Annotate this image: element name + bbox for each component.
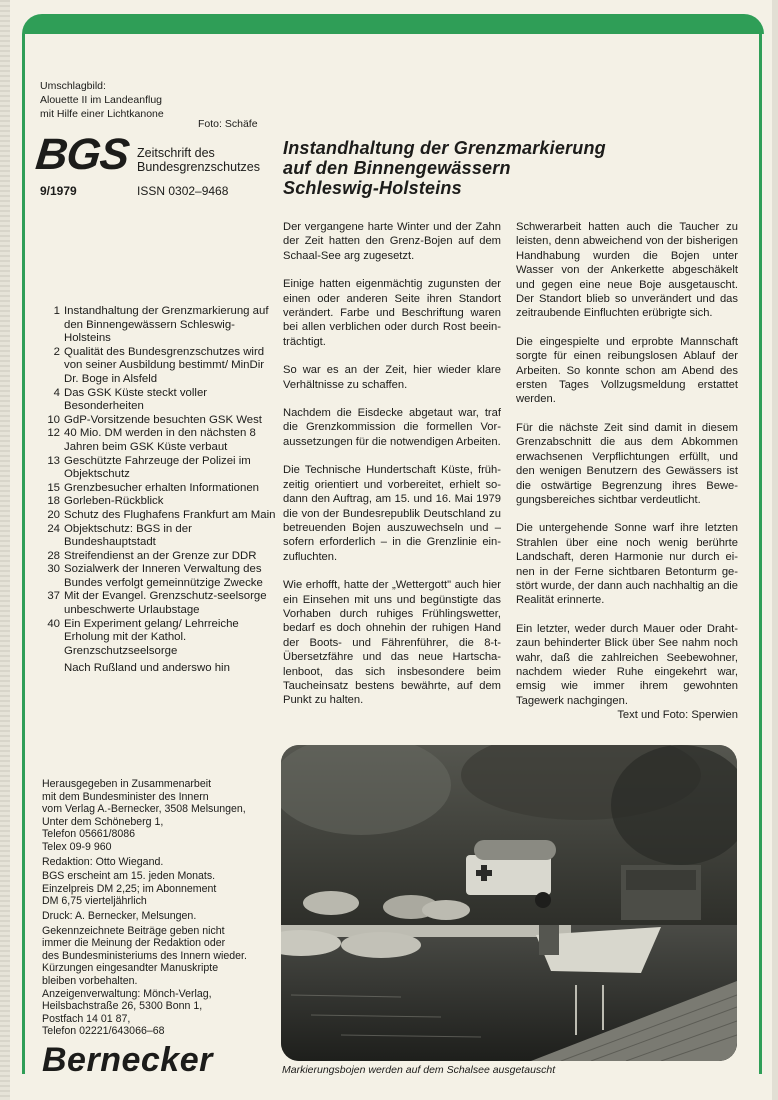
toc-item: [40, 305, 280, 346]
toc-title: Schutz des Flughafens Frankfurt am Main: [64, 508, 276, 521]
toc-page: 28: [47, 549, 60, 562]
toc-page: 40: [47, 617, 60, 630]
toc-page: 37: [47, 590, 60, 603]
imprint-line: Telefon 05661/8086: [42, 828, 136, 841]
green-frame-left: [22, 34, 25, 1074]
toc-item: [40, 495, 280, 509]
paragraph: Einige hatten eigenmächtig zugunsten der einen oder anderen Seite ihren Standort verändert. Farbe und Beschriftung waren bei allen verblichen oder durch Rost beeinträchtigt.: [283, 278, 501, 348]
toc-title: Streifendienst an der Grenze zur DDR: [64, 549, 257, 562]
toc-page: 2: [53, 345, 60, 358]
imprint-line: Postfach 14 01 87,: [42, 1012, 131, 1025]
toc-item: [40, 427, 280, 454]
imprint-line: Herausgegeben in Zusammenarbeit: [42, 778, 212, 790]
toc-page: 24: [47, 522, 60, 535]
imprint-line: immer die Meinung der Redaktion oder: [42, 937, 226, 950]
toc-page: 4: [53, 386, 60, 399]
toc-page: 18: [47, 495, 60, 508]
cover-line: Alouette II im Landeanflug: [40, 94, 163, 106]
toc-page: 13: [47, 454, 60, 467]
article-column-2: [516, 220, 738, 723]
toc-title: Das GSK Küste steckt voller Besonderheiten: [64, 386, 208, 413]
subtitle-line: Zeitschrift des: [137, 146, 215, 160]
toc-title: Qualität des Bundesgrenzschutzes wird von seiner Ausbildung bestimmt/ MinDir Dr. Boge in Alsfeld: [64, 345, 265, 385]
imprint-line: Telex 09-9 960: [42, 840, 112, 853]
page-edge: [772, 0, 778, 1100]
imprint-line: Druck: A. Bernecker, Melsungen.: [42, 909, 197, 922]
toc-page: 15: [47, 481, 60, 494]
toc-title: Ein Experiment gelang/ Lehrreiche Erholung mit der Kathol. Grenzschutzseelsorge: [64, 617, 239, 657]
cover-credit: Foto: Schäfe: [198, 118, 258, 130]
imprint-line: bleiben vorbehalten.: [42, 974, 138, 987]
paragraph: Wie erhofft, hatte der „Wettergott" auch hier ein Einsehen mit uns und begünstigte das Vorhaben durch ruhiges Frühlingswetter, bedarf es doch ohnehin der ruhigen Hand der Boots- und Fährenführer, die 8-t-Übersetzfähre und das neue Hartschalenboot, das sich insbesondere beim Taucheinsatz bestens bewährte, auf dem Punkt zu halten.: [283, 579, 501, 707]
paragraph: Die eingespielte und erprobte Mannschaft sorgte für einen reibungslosen Ablauf der Arbeiten. So konnte schon am Abend des ersten Tages Vollzugsmeldung erstattet werden.: [516, 335, 738, 406]
toc-item: [40, 590, 280, 617]
toc-item: [40, 563, 280, 590]
green-frame-right: [759, 34, 762, 1074]
toc-item: [40, 618, 280, 659]
toc-page: 30: [47, 563, 60, 576]
paragraph: Nachdem die Eisdecke abgetaut war, traf die Grenzkommission die formellen Voraussetzungen für die notwendigen Arbeiten.: [283, 407, 501, 448]
toc-item: [40, 455, 280, 482]
toc-item: [40, 414, 280, 428]
imprint-line: Einzelpreis DM 2,25; im Abonnement: [42, 882, 217, 895]
article-headline: [283, 138, 683, 198]
green-frame-top: [22, 14, 764, 34]
toc-title: Geschützte Fahrzeuge der Polizei im Objektschutz: [64, 454, 251, 481]
paragraph: Der vergangene harte Winter und der Zahn der Zeit hatten den Grenz-Bojen auf dem Schaal-See arg zugesetzt.: [283, 221, 501, 262]
toc-title: Objektschutz: BGS in der Bundeshauptstadt: [64, 522, 192, 549]
imprint-line: Unter dem Schöneberg 1,: [42, 815, 164, 828]
toc-title: Grenzbesucher erhalten Informationen: [64, 481, 260, 494]
article-credit: Text und Foto: Sperwien: [617, 709, 738, 722]
toc-page: 12: [47, 427, 60, 440]
imprint-line: Redaktion: Otto Wiegand.: [42, 855, 164, 868]
cover-note: [40, 79, 164, 121]
toc-title: 40 Mio. DM werden in den nächsten 8 Jahren beim GSK Küste verbaut: [64, 427, 256, 453]
toc-title: Instandhaltung der Grenzmarkierung auf den Binnengewässern Schleswig-Holsteins: [64, 305, 269, 345]
toc-extra: Nach Rußland und anderswo hin: [64, 662, 230, 675]
headline-line: Schleswig-Holsteins: [283, 178, 462, 198]
issue-number: 9/1979: [40, 184, 77, 198]
toc-item: [40, 523, 280, 550]
toc-title: Sozialwerk der Inneren Verwaltung des Bundes verfolgt gemeinnützige Zwecke: [64, 563, 263, 589]
imprint-line: Anzeigenverwaltung: Mönch-Verlag,: [42, 987, 212, 1000]
imprint-line: BGS erscheint am 15. jeden Monats.: [42, 870, 216, 883]
publisher-logo: Bernecker: [42, 1041, 213, 1079]
bgs-logo: BGS: [33, 130, 131, 179]
toc-page: 1: [53, 305, 60, 317]
imprint-line: Gekennzeichnete Beiträge geben nicht: [42, 924, 225, 937]
paragraph: Ein letzter, weder durch Mauer oder Drahtzaun behinderter Blick über See nahm noch wahr, daß die zahlreichen Seebewohner, nachdem wieder Ruhe eingekehrt war, emsig wie immer ihrem gewohnten Tagewerk nachgingen.: [516, 622, 738, 707]
headline-line: auf den Binnengewässern: [283, 158, 511, 178]
toc-item: [40, 346, 280, 387]
frame-inner: [25, 34, 762, 48]
imprint: [42, 778, 277, 1038]
imprint-line: Heilsbachstraße 26, 5300 Bonn 1,: [42, 1000, 203, 1013]
imprint-line: mit dem Bundesminister des Innern: [42, 790, 209, 803]
paragraph: Für die nächste Zeit sind damit in diesem Grenzabschnitt die aus dem Abkommen erwachsenen Verpflichtungen erfüllt, und den wenigen Benutzern des Gewässers ist die ostwärtige Begrenzung ihres Bewegungsbereiches sichtbar verdeutlicht.: [516, 421, 738, 506]
toc-item: [40, 550, 280, 564]
issn: ISSN 0302–9468: [137, 184, 229, 198]
toc-title: GdP-Vorsitzende besuchten GSK West: [64, 413, 262, 426]
imprint-line: DM 6,75 vierteljährlich: [42, 895, 147, 908]
toc-item: [40, 482, 280, 496]
table-of-contents: [40, 305, 280, 676]
paragraph: Die untergehende Sonne warf ihre letzten Strahlen über eine noch wenig berührte Landschaft, deren Harmonie nur durch einen in der Ferne sichtbaren Betonturm gestört wurde, der dann auch nachhaltig an die Realität erinnerte.: [516, 522, 738, 607]
article-photo: [281, 745, 737, 1061]
subtitle-line: Bundesgrenzschutzes: [137, 160, 260, 174]
article-column-1: [283, 220, 501, 722]
imprint-line: des Bundesministeriums des Innern wieder.: [42, 949, 247, 962]
paragraph: So war es an der Zeit, hier wieder klare Verhältnisse zu schaffen.: [283, 364, 501, 391]
masthead-subtitle: [137, 146, 260, 174]
headline-line: Instandhaltung der Grenzmarkierung: [283, 138, 606, 158]
paragraph: Die Technische Hundertschaft Küste, frühzeitig orientiert und vorbereitet, erhielt sodann den Auftrag, am 15. und 16. Mai 1979 die von der Bundesrepublik Deutschland zu betreuenden Bojen auszuwechseln und – sofern erforderlich – in die Grenzlinie einzufluchten.: [283, 464, 501, 563]
page-edge: [0, 0, 10, 1100]
photo-caption: Markierungsbojen werden auf dem Schalsee ausgetauscht: [282, 1064, 556, 1076]
imprint-line: Telefon 02221/643066–68: [42, 1025, 165, 1038]
cover-line: mit Hilfe einer Lichtkanone: [40, 108, 164, 120]
toc-page: 20: [47, 508, 60, 521]
toc-page: 10: [47, 413, 60, 426]
paragraph: Schwerarbeit hatten auch die Taucher zu leisten, denn abweichend von der bisherigen Handhabung wurden die Bojen unter Wasser von der Ankerkette abgeschäkelt und gegen eine neue Boje ausgetauscht. Der Standort blieb so unverändert und das zeitraubende Einfluchten erübrigte sich.: [516, 221, 738, 320]
lake-photo-illustration: [281, 745, 737, 1061]
imprint-line: Kürzungen eingesandter Manuskripte: [42, 962, 219, 975]
cover-label: Umschlagbild:: [40, 80, 106, 92]
toc-title: Gorleben-Rückblick: [64, 495, 164, 508]
toc-item: [40, 387, 280, 414]
toc-title: Mit der Evangel. Grenzschutz-seelsorge unbeschwerte Urlaubstage: [64, 590, 267, 617]
toc-item: [40, 509, 280, 523]
imprint-line: vom Verlag A.-Bernecker, 3508 Melsungen,: [42, 803, 246, 816]
